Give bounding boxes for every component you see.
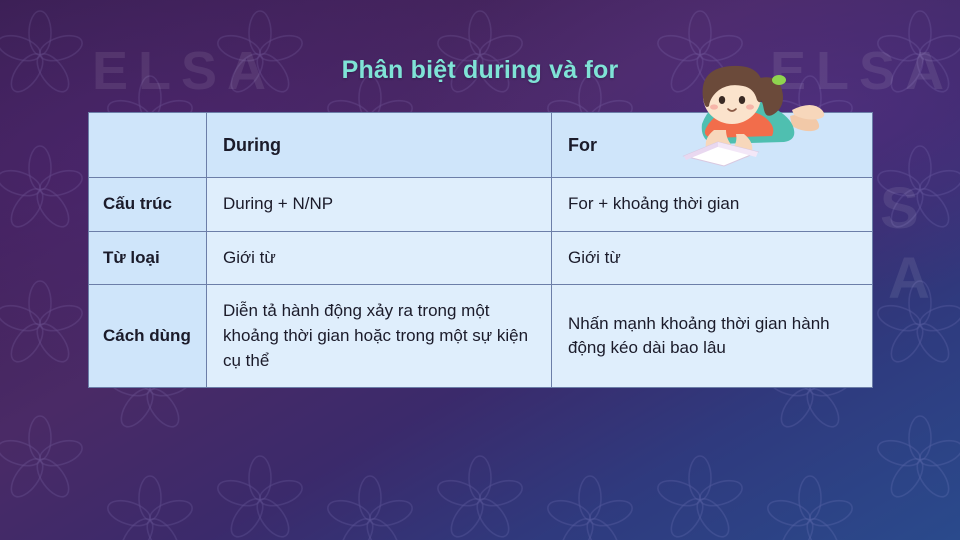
watermark-s: S: [880, 176, 919, 241]
page-title: Phân biệt during và for: [341, 56, 619, 84]
column-header-for: For: [552, 113, 873, 178]
cell-wordtype-for: Giới từ: [552, 231, 873, 285]
row-label-wordtype: Từ loại: [89, 231, 207, 285]
column-header-during: During: [207, 113, 552, 178]
table-row: [89, 178, 873, 232]
table-row: [89, 285, 873, 388]
table-header-row: [89, 113, 873, 178]
cell-structure-for: For + khoảng thời gian: [552, 178, 873, 232]
table-row: [89, 231, 873, 285]
comparison-table: [88, 112, 873, 388]
table-corner-cell: [89, 113, 207, 178]
row-label-structure: Cấu trúc: [89, 178, 207, 232]
row-label-usage: Cách dùng: [89, 285, 207, 388]
watermark-elsa-right: ELSA: [770, 41, 955, 101]
cell-structure-during: During + N/NP: [207, 178, 552, 232]
comparison-table-wrapper: [88, 112, 872, 388]
cell-usage-for: Nhấn mạnh khoảng thời gian hành động kéo dài bao lâu: [552, 285, 873, 388]
watermark-a: A: [888, 246, 930, 311]
cell-wordtype-during: Giới từ: [207, 231, 552, 285]
watermark-elsa-left: ELSA: [92, 41, 277, 101]
cell-usage-during: Diễn tả hành động xảy ra trong một khoảng thời gian hoặc trong một sự kiện cụ thể: [207, 285, 552, 388]
